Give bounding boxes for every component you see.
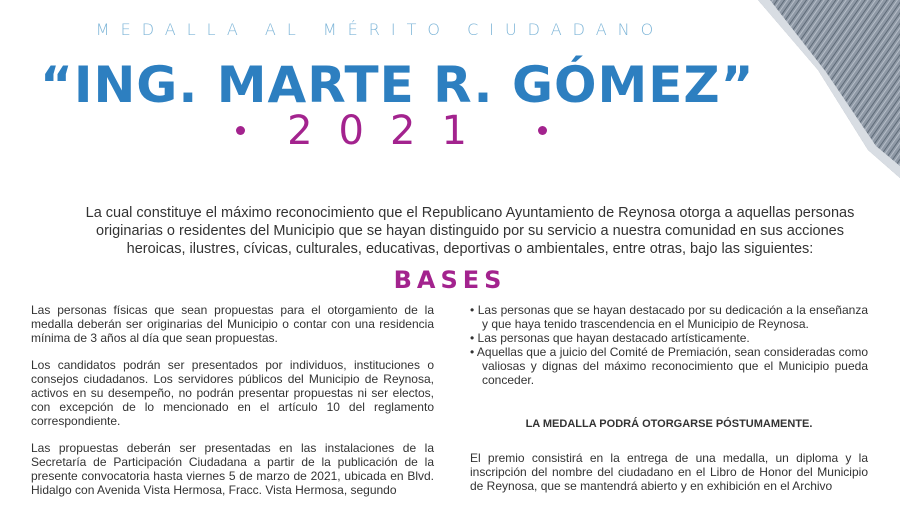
bases-heading: BASES — [393, 266, 507, 294]
bullet-item: • Las personas que se hayan destacado por su dedicación a la enseñanza y que haya tenido trascendencia en el Municipio de Reynosa. — [470, 303, 868, 331]
intro-paragraph: La cual constituye el máximo reconocimiento que el Republicano Ayuntamiento de Reynosa otorga a aquellas personas originarias o residentes del Municipio que se hayan distinguido por su servicio a nuestra comunidad en sus acciones heroicas, ilustres, cívicas, culturales, educativas, deportivas o ambientales, entre otras, bajo las siguientes: — [85, 205, 855, 257]
bullet-item: • Las personas que hayan destacado artísticamente. — [470, 331, 868, 345]
year-dot-right — [538, 126, 547, 135]
award-year: 2021 — [287, 108, 493, 154]
prize-paragraph: El premio consistirá en la entrega de una medalla, un diploma y la inscripción del nombre del ciudadano en el Libro de Honor del Municipio de Reynosa, que se mantendrá abierto y en exhibición en el Archivo — [470, 451, 868, 493]
bullet-item: • Aquellas que a juicio del Comité de Premiación, sean consideradas como valiosas y dignas del máximo reconocimiento que el Municipio pueda conceder. — [470, 345, 868, 387]
base-paragraph: Las propuestas deberán ser presentadas en las instalaciones de la Secretaría de Participación Ciudadana a partir de la publicación de la presente convocatoria hasta viernes 5 de marzo de 2021, ubicada en Blvd. Hidalgo con Avenida Vista Hermosa, Fracc. Vista Hermosa, segundo — [31, 441, 434, 497]
base-paragraph: Los candidatos podrán ser presentados por individuos, instituciones o consejos ciudadanos. Los servidores públicos del Municipio de Reynosa, activos en su desempeño, no podrán presentar propuestas ni ser electos, con excepción de lo mencionado en el artículo 10 del reglamento correspondiente. — [31, 358, 434, 428]
award-kicker: MEDALLA AL MÉRITO CIUDADANO — [95, 20, 665, 39]
base-paragraph: Las personas físicas que sean propuestas para el otorgamiento de la medalla deberán ser originarias del Municipio o contar con una residencia mínima de 3 años al día que sean propuestas. — [31, 303, 434, 345]
right-column — [470, 303, 868, 506]
left-column — [31, 303, 434, 510]
posthumous-note: LA MEDALLA PODRÁ OTORGARSE PÓSTUMAMENTE. — [525, 418, 813, 430]
bases-bullet-list — [470, 303, 868, 387]
denim-texture-corner — [740, 0, 900, 180]
award-title: “ING. MARTE R. GÓMEZ” — [40, 56, 755, 114]
